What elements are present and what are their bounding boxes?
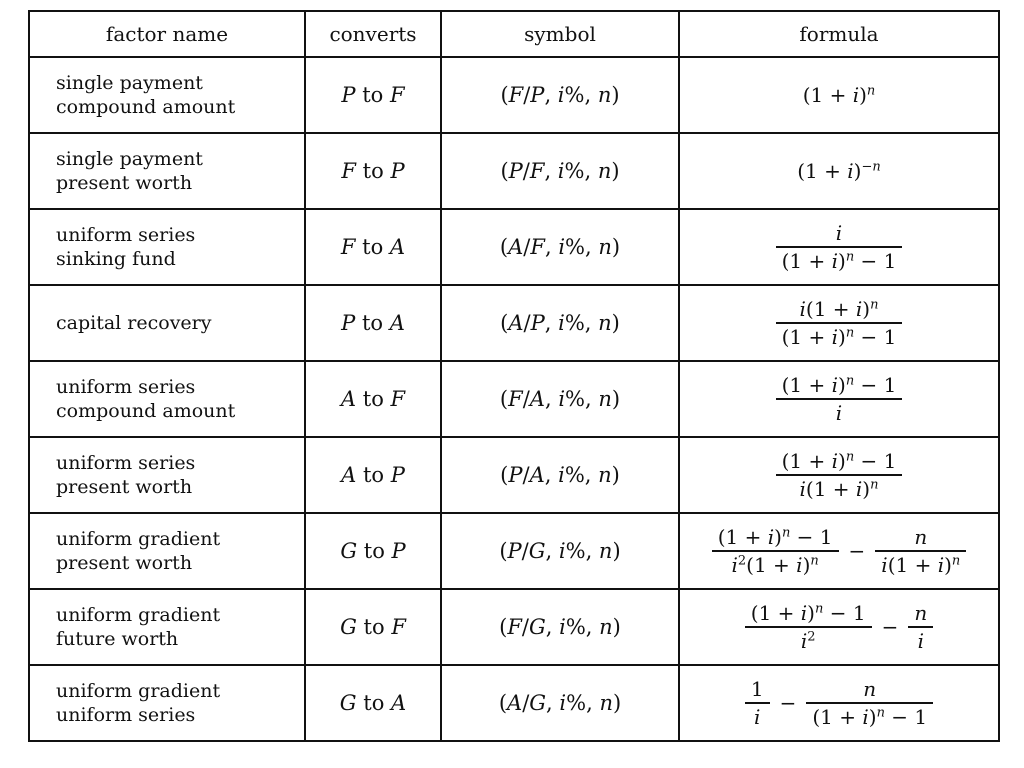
formula-cell: $(1 + i)^{-n}$ xyxy=(679,133,999,209)
factor-name-line: compound amount xyxy=(56,400,236,422)
table-row xyxy=(29,589,999,665)
fraction: $\frac{(1 + i)^n - 1}{i(1 + i)^n}$ xyxy=(776,448,903,502)
fraction: $\frac{i}{(1 + i)^n - 1}$ xyxy=(776,220,903,274)
converts-cell: P to F xyxy=(305,57,441,133)
formula-cell xyxy=(679,285,999,361)
factor-name-line: present worth xyxy=(56,552,193,574)
table-row xyxy=(29,57,999,133)
factor-name-cell xyxy=(29,209,305,285)
converts-cell: G to P xyxy=(305,513,441,589)
table-row xyxy=(29,209,999,285)
symbol-cell: (F/A, i%, n) xyxy=(441,361,679,437)
fraction: $\frac{(1 + i)^n - 1}{i^2(1 + i)^n}$ xyxy=(712,524,839,578)
header-formula: formula xyxy=(679,11,999,57)
formula-cell xyxy=(679,361,999,437)
factor-name-cell xyxy=(29,513,305,589)
table-row xyxy=(29,437,999,513)
formula-cell: $\frac{(1 + i)^n - 1}{i^2}$ − $\frac{n}{i}$ xyxy=(679,589,999,665)
formula-cell: $\frac{(1 + i)^n - 1}{i^2(1 + i)^n}$ − $\frac{n}{i(1 + i)^n}$ xyxy=(679,513,999,589)
symbol-cell: (P/F, i%, n) xyxy=(441,133,679,209)
factor-name-line: present worth xyxy=(56,476,193,498)
factor-name-line: uniform gradient xyxy=(56,604,221,626)
converts-cell: F to P xyxy=(305,133,441,209)
factor-name-cell xyxy=(29,57,305,133)
fraction: $\frac{(1 + i)^n - 1}{i^2}$ xyxy=(745,600,872,654)
factor-name-cell xyxy=(29,133,305,209)
symbol-cell: (P/A, i%, n) xyxy=(441,437,679,513)
factor-name-cell xyxy=(29,665,305,741)
factor-name-line: uniform series xyxy=(56,452,196,474)
symbol-cell: (A/F, i%, n) xyxy=(441,209,679,285)
table-body xyxy=(29,57,999,741)
factor-name-line: capital recovery xyxy=(56,312,212,334)
fraction: $\frac{1}{i}$ xyxy=(745,676,770,730)
factor-name-line: sinking fund xyxy=(56,248,176,270)
interest-factor-table-container xyxy=(28,10,998,742)
factor-name-cell xyxy=(29,361,305,437)
factor-name-line: single payment xyxy=(56,72,203,94)
header-converts: converts xyxy=(305,11,441,57)
converts-cell: G to F xyxy=(305,589,441,665)
table-row xyxy=(29,665,999,741)
factor-name-line: present worth xyxy=(56,172,193,194)
header-symbol: symbol xyxy=(441,11,679,57)
converts-cell: G to A xyxy=(305,665,441,741)
interest-factor-table xyxy=(28,10,1000,742)
symbol-cell: (F/G, i%, n) xyxy=(441,589,679,665)
header-factor-name: factor name xyxy=(29,11,305,57)
formula-cell: $(1 + i)^n$ xyxy=(679,57,999,133)
formula-cell: $\frac{1}{i}$ − $\frac{n}{(1 + i)^n - 1}$ xyxy=(679,665,999,741)
formula-cell xyxy=(679,209,999,285)
table-row xyxy=(29,285,999,361)
factor-name-line: future worth xyxy=(56,628,179,650)
fraction: $\frac{n}{i(1 + i)^n}$ xyxy=(875,524,966,578)
formula-cell xyxy=(679,437,999,513)
fraction: $\frac{n}{i}$ xyxy=(908,600,933,654)
factor-name-line: single payment xyxy=(56,148,203,170)
factor-name-line: uniform gradient xyxy=(56,528,221,550)
table-row xyxy=(29,133,999,209)
factor-name-line: uniform series xyxy=(56,224,196,246)
fraction: $\frac{n}{(1 + i)^n - 1}$ xyxy=(806,676,933,730)
converts-cell: F to A xyxy=(305,209,441,285)
converts-cell: A to F xyxy=(305,361,441,437)
fraction: $\frac{(1 + i)^n - 1}{i}$ xyxy=(776,372,903,426)
factor-name-line: uniform series xyxy=(56,376,196,398)
factor-name-line: compound amount xyxy=(56,96,236,118)
fraction: $\frac{i(1 + i)^n}{(1 + i)^n - 1}$ xyxy=(776,296,903,350)
converts-cell: P to A xyxy=(305,285,441,361)
header-row xyxy=(29,11,999,57)
table-row xyxy=(29,513,999,589)
factor-name-cell xyxy=(29,589,305,665)
factor-name-cell xyxy=(29,437,305,513)
symbol-cell: (F/P, i%, n) xyxy=(441,57,679,133)
table-row xyxy=(29,361,999,437)
factor-name-line: uniform gradient xyxy=(56,680,221,702)
symbol-cell: (P/G, i%, n) xyxy=(441,513,679,589)
symbol-cell: (A/G, i%, n) xyxy=(441,665,679,741)
factor-name-line: uniform series xyxy=(56,704,196,726)
factor-name-cell xyxy=(29,285,305,361)
converts-cell: A to P xyxy=(305,437,441,513)
symbol-cell: (A/P, i%, n) xyxy=(441,285,679,361)
